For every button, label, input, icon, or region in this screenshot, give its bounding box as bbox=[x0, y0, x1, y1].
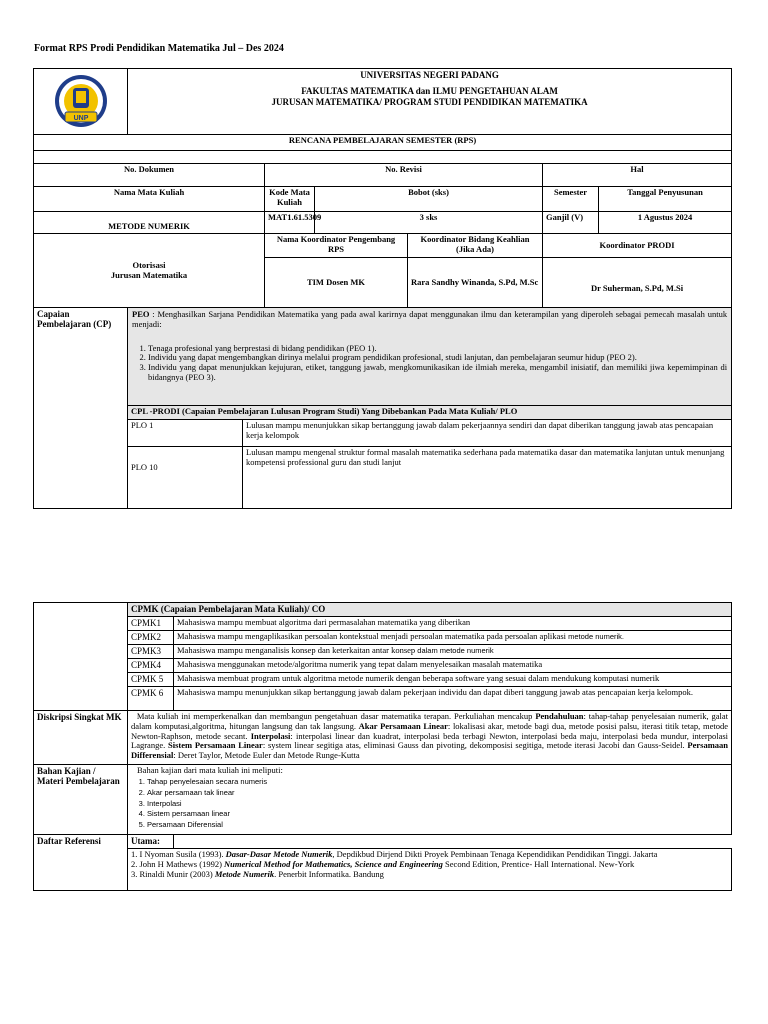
course-code-label: Kode Mata Kuliah bbox=[265, 187, 315, 212]
unp-logo bbox=[34, 69, 128, 135]
prodi-label: Koordinator PRODI bbox=[543, 234, 732, 258]
rps-header-table bbox=[33, 68, 732, 509]
course-credit: 3 sks bbox=[315, 212, 543, 234]
faculty-name: FAKULTAS MATEMATIKA dan ILMU PENGETAHUAN ALAM bbox=[301, 86, 558, 97]
cpmk-text: Mahasiswa mampu menunjukkan sikap bertanggung jawab dalam pekerjaan individu dan dapat diberi tanggung jawab atas pencapaian kerja kelompok. bbox=[174, 687, 732, 711]
cpmk-text: Mahasiswa mampu menganalisis konsep dan keterkaitan antar konsep dalam metode numerik bbox=[174, 645, 732, 659]
cpmk-text: Mahasiswa mampu mengaplikasikan persoalan kontekstual menjadi persoalan matematika pada persoalan aplikasi metode numerik. bbox=[174, 631, 732, 645]
otorisasi-sublabel: Jurusan Matematika bbox=[110, 269, 188, 280]
cpmk-header: CPMK (Capaian Pembelajaran Mata Kuliah)/ CO bbox=[128, 603, 732, 617]
description-label: Diskripsi Singkat MK bbox=[34, 711, 128, 765]
cpmk-text: Mahasiswa menggunakan metode/algoritma numerik yang tepat dalam menyelesaikan masalah matematika bbox=[174, 659, 732, 673]
peo-list bbox=[132, 344, 727, 383]
peo-item: 2. Individu yang dapat mengembangkan dirinya melalui program pendidikan profesional, studi lanjutan, dan pembelajaran seumur hidup (PEO 2). bbox=[148, 353, 727, 363]
rps-content-table bbox=[33, 602, 732, 891]
course-date: 1 Agustus 2024 bbox=[599, 212, 732, 234]
university-name: UNIVERSITAS NEGERI PADANG bbox=[360, 70, 499, 80]
date-label: Tanggal Penyusunan bbox=[599, 187, 732, 212]
expertise-name: Rara Sandhy Winanda, S.Pd, M.Sc bbox=[408, 258, 543, 308]
plo-code: PLO 1 bbox=[128, 420, 243, 447]
unp-logo-icon bbox=[51, 74, 111, 130]
rps-title: RENCANA PEMBELAJARAN SEMESTER (RPS) bbox=[34, 135, 732, 151]
otorisasi-label: Otorisasi bbox=[132, 259, 166, 270]
credit-label: Bobot (sks) bbox=[315, 187, 543, 212]
svg-text:UNP: UNP bbox=[73, 115, 88, 122]
reference-item: 1. I Nyoman Susila (1993). Dasar-Dasar Metode Numerik, Depdikbud Dirjend Dikti Proyek Pembinaan Tenaga Kependidikan Pendidikan Tinggi. Jakarta bbox=[131, 849, 658, 859]
materials-list bbox=[131, 777, 728, 831]
cp-label: Capaian Pembelajaran (CP) bbox=[34, 308, 128, 509]
no-dokumen-label: No. Dokumen bbox=[34, 164, 265, 187]
department-name: JURUSAN MATEMATIKA/ PROGRAM STUDI PENDIDIKAN MATEMATIKA bbox=[271, 96, 588, 107]
hal-label: Hal bbox=[543, 164, 732, 187]
materials-item: 5. Persamaan Diferensial bbox=[147, 820, 728, 831]
plo-text: Lulusan mampu menunjukkan sikap bertanggung jawab dalam pekerjaannya sendiri dan dapat diberikan tanggung jawab atas pencapaian kerja kelompok bbox=[243, 420, 732, 447]
course-name: METODE NUMERIK bbox=[34, 212, 265, 234]
peo-item: 3. Individu yang dapat menunjukkan kejujuran, etiket, tanggung jawab, mengkomunikasikan ide ilmiah mereka, mengambil inisiatif, dan memiliki jiwa kepemimpinan di bidangnya (PEO 3). bbox=[148, 363, 727, 383]
course-semester: Ganjil (V) bbox=[543, 212, 599, 234]
cpmk-code: CPMK 5 bbox=[128, 673, 174, 687]
materials-item: 4. Sistem persamaan linear bbox=[147, 809, 728, 820]
references-main-label: Utama: bbox=[128, 835, 174, 849]
expertise-label: Koordinator Bidang Keahlian (Jika Ada) bbox=[408, 234, 543, 258]
references-label: Daftar Referensi bbox=[34, 835, 128, 891]
materials-item: 1. Tahap penyelesaian secara numeris bbox=[147, 777, 728, 788]
cpl-header: CPL -PRODI (Capaian Pembelajaran Lulusan Program Studi) Yang Dibebankan Pada Mata Kuliah/ PLO bbox=[128, 406, 732, 420]
course-name-label: Nama Mata Kuliah bbox=[34, 187, 265, 212]
peo-statement: PEO : Menghasilkan Sarjana Pendidikan Matematika yang pada awal karirnya dapat menggunakan ilmu dan keterampilan yang diperoleh sebagai pemecah masalah untuk menjadi: bbox=[132, 309, 728, 329]
cpmk-code: CPMK1 bbox=[128, 617, 174, 631]
developer-name: TIM Dosen MK bbox=[265, 258, 408, 308]
developer-label: Nama Koordinator Pengembang RPS bbox=[265, 234, 408, 258]
no-revisi-label: No. Revisi bbox=[265, 164, 543, 187]
cpmk-code: CPMK 6 bbox=[128, 687, 174, 711]
description-text: Mata kuliah ini memperkenalkan dan membangun pengetahuan dasar matematika terapan. Perkuliahan mencakup Pendahuluan: tahap-tahap penyelesaian numerik, galat dalam komputasi,algoritma, hitungan langsung dan tak langsung. Akar Persamaan Linear: lokalisasi akar, metode bagi dua, metode posisi palsu, iterasi titik tetap, metode Newton-Raphson, metode secant. Interpolasi: interpolasi linear dan kuadrat, interpolasi beda terbagi Newton, interpolasi beda maju, interpolasi beda mundur, interpolasi Lagrange. Sistem Persamaan Linear: system linear segitiga atas, eliminasi Gauss dan pivoting, dekomposisi segitiga, metode iterasi Jacobi dan Gauss-Seidel. Persamaan Differensial: Deret Taylor, Metode Euler dan Metode Runge-Kutta bbox=[128, 711, 732, 765]
reference-item: 2. John H Mathews (1992) Numerical Method for Mathematics, Science and Engineering Second Edition, Prentice- Hall International. New-York bbox=[131, 858, 635, 869]
cpmk-code: CPMK3 bbox=[128, 645, 174, 659]
plo-code: PLO 10 bbox=[128, 447, 243, 509]
materials-item: 2. Akar persamaan tak linear bbox=[147, 788, 728, 799]
materials-item: 3. Interpolasi bbox=[147, 799, 728, 810]
materials-intro: Bahan kajian dari mata kuliah ini meliputi: bbox=[137, 765, 283, 775]
semester-label: Semester bbox=[543, 187, 599, 212]
cpmk-text: Mahasiswa mampu membuat algoritma dari permasalahan matematika yang diberikan bbox=[174, 617, 732, 631]
prodi-name: Dr Suherman, S.Pd, M.Si bbox=[543, 258, 732, 308]
peo-item: 1. Tenaga profesional yang berprestasi di bidang pendidikan (PEO 1). bbox=[148, 344, 727, 354]
plo-text: Lulusan mampu mengenal struktur formal masalah matematika sederhana pada matematika dasar dan matematika lanjutan untuk menunjang kompetensi professional guru dan studi lanjut bbox=[243, 447, 732, 509]
cpmk-code: CPMK4 bbox=[128, 659, 174, 673]
references-list bbox=[128, 849, 732, 891]
document-title: Format RPS Prodi Pendidikan Matematika Jul – Des 2024 bbox=[34, 43, 284, 54]
reference-item: 3. Rinaldi Munir (2003) Metode Numerik. Penerbit Informatika. Bandung bbox=[131, 868, 384, 879]
course-code: MAT1.61.5309 bbox=[265, 212, 315, 234]
cpmk-code: CPMK2 bbox=[128, 631, 174, 645]
cpmk-text: Mahasiswa membuat program untuk algoritma metode numerik dengan beberapa software yang sesuai dalam mendukung komputasi numerik bbox=[174, 673, 732, 687]
materials-label: Bahan Kajian / Materi Pembelajaran bbox=[34, 765, 128, 835]
